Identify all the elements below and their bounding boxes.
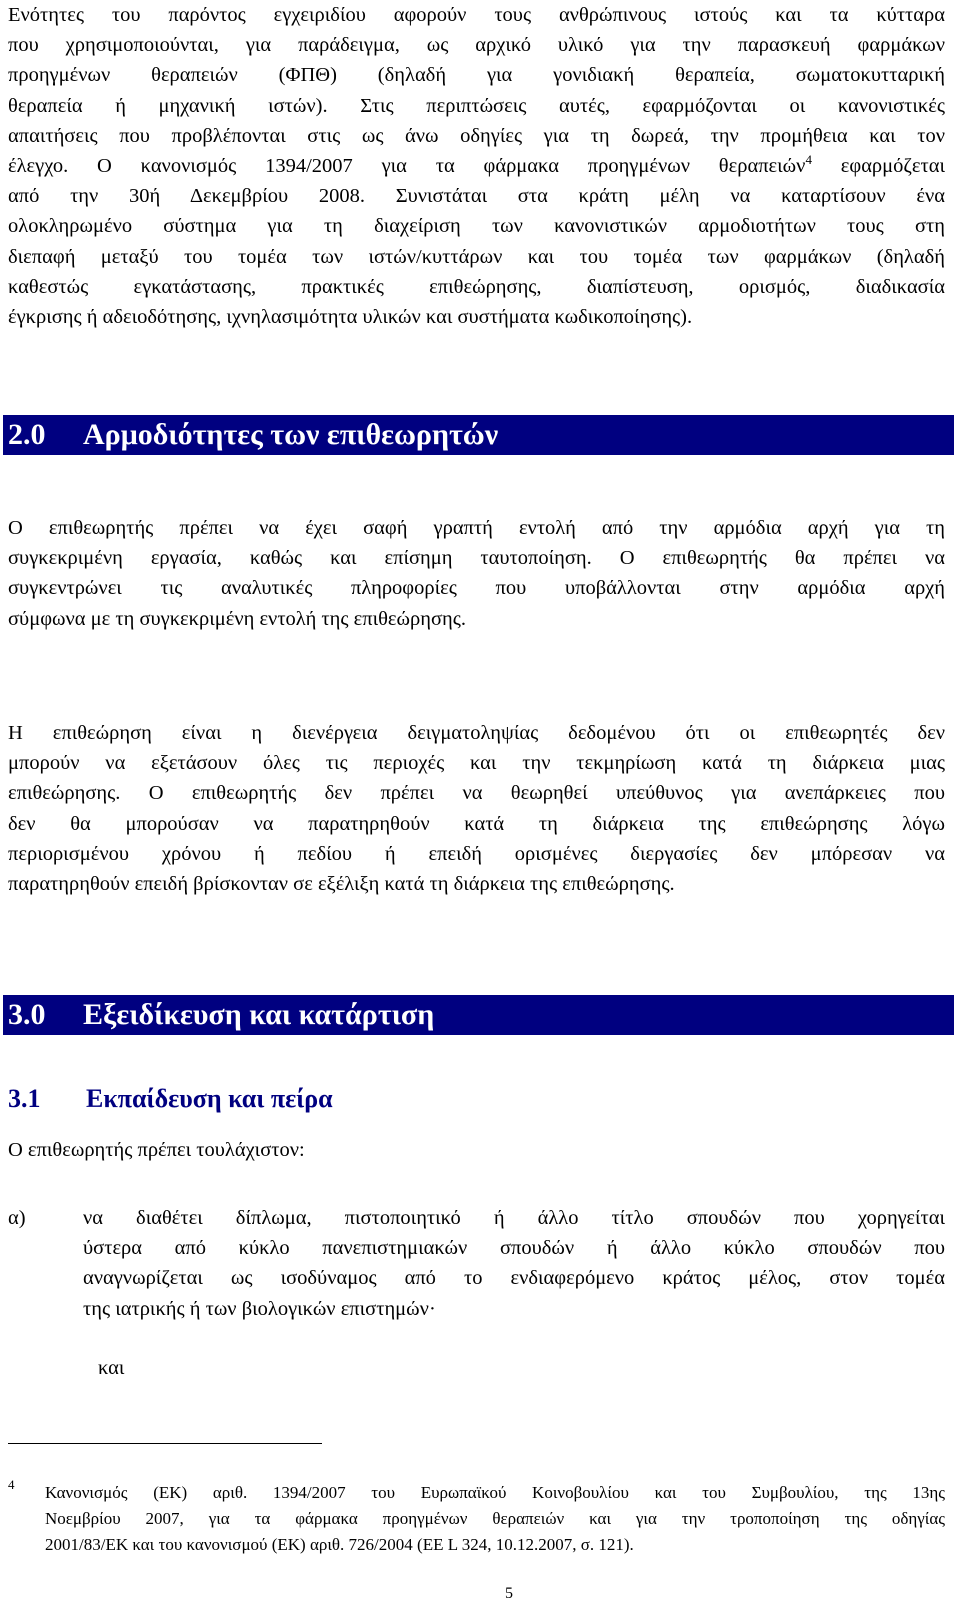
footnote-reference[interactable]: 4 (805, 152, 812, 168)
section-2-heading (3, 415, 954, 455)
paragraph-line: συγκεντρώνει τις αναλυτικές πληροφορίες που υποβάλλονται στην αρμόδια αρχή (8, 577, 945, 600)
list-item-line: της ιατρικής ή των βιολογικών επιστημών· (83, 1297, 436, 1320)
section-3-heading (3, 995, 954, 1035)
list-item-line: να διαθέτει δίπλωμα, πιστοποιητικό ή άλλο τίτλο σπουδών που χορηγείται (83, 1207, 945, 1229)
intro-line: καθεστώς εγκατάστασης, πρακτικές επιθεώρησης, διαπίστευση, ορισμός, διαδικασία (8, 275, 945, 298)
list-item-line: αναγνωρίζεται ως ισοδύναμος από το ενδιαφερόμενο κράτος μέλος, στον τομέα (83, 1267, 945, 1290)
footnote-line: 2001/83/ΕΚ και του κανονισμού (ΕΚ) αριθ. 726/2004 (ΕΕ L 324, 10.12.2007, σ. 121). (45, 1535, 634, 1554)
page-number: 5 (505, 1585, 513, 1602)
footnote-line: Νοεμβρίου 2007, για τα φάρμακα προηγμένων θεραπειών και για την τροποποίηση της οδηγίας (45, 1509, 945, 1528)
paragraph-line: επιθεώρησης. Ο επιθεωρητής δεν πρέπει να θεωρηθεί υπεύθυνος για ανεπάρκειες που (8, 782, 945, 805)
intro-line-with-footnote-ref (8, 151, 945, 181)
list-item-line: ύστερα από κύκλο πανεπιστημιακών σπουδών ή άλλο κύκλο σπουδών που (83, 1237, 945, 1260)
subsection-title: Εκπαίδευση και πείρα (86, 1084, 333, 1113)
intro-line: προηγμένων θεραπειών (ΦΠΘ) (δηλαδή για γονιδιακή θεραπεία, σωματοκυτταρική (8, 64, 945, 87)
section-number: 3.0 (8, 998, 46, 1031)
footnote-text (45, 1480, 945, 1558)
list-item-label: α) (8, 1207, 26, 1229)
footnote-separator (8, 1443, 322, 1444)
intro-line: που χρησιμοποιούνται, για παράδειγμα, ως αρχικό υλικό για την παρασκευή φαρμάκων (8, 34, 945, 57)
list-connector: και (98, 1357, 125, 1379)
section-title: Εξειδίκευση και κατάρτιση (83, 998, 435, 1031)
intro-line: ολοκληρωμένο σύστημα για τη διαχείριση των κανονιστικών αρμοδιοτήτων τους στη (8, 215, 945, 238)
intro-line: θεραπεία ή μηχανική ιστών). Στις περιπτώσεις αυτές, εφαρμόζονται οι κανονιστικές (8, 94, 945, 117)
paragraph-line: περιορισμένου χρόνου ή πεδίου ή επειδή ορισμένες διεργασίες δεν μπόρεσαν να (8, 842, 945, 865)
footnote-line: Κανονισμός (ΕΚ) αριθ. 1394/2007 του Ευρωπαϊκού Κοινοβουλίου και του Συμβουλίου, της 13ης (45, 1483, 945, 1502)
section-number: 2.0 (8, 418, 46, 451)
lead-in-text (8, 1135, 945, 1165)
paragraph-line: δεν θα μπορούσαν να παρατηρηθούν κατά τη διάρκεια της επιθεώρησης λόγω (8, 812, 945, 835)
paragraph-line: παρατηρηθούν επειδή βρίσκονταν σε εξέλιξη κατά τη διάρκεια της επιθεώρησης. (8, 873, 675, 896)
intro-paragraph (8, 0, 945, 332)
intro-line: απαιτήσεις που προβλέπονται στις ως άνω οδηγίες για τη δωρεά, την προμήθεια και τον (8, 124, 945, 147)
lead-in-line: Ο επιθεωρητής πρέπει τουλάχιστον: (8, 1139, 305, 1161)
paragraph-line: μπορούν να εξετάσουν όλες τις περιοχές και την τεκμηρίωση κατά τη διάρκεια μιας (8, 752, 945, 775)
intro-line: έγκρισης ή αδειοδότησης, ιχνηλασιμότητα υλικών και συστήματα κωδικοποίησης). (8, 306, 693, 329)
list-item-text (83, 1203, 945, 1324)
intro-line: διεπαφή μεταξύ του τομέα των ιστών/κυττάρων και του τομέα των φαρμάκων (δηλαδή (8, 245, 945, 268)
paragraph-line: Ο επιθεωρητής πρέπει να έχει σαφή γραπτή εντολή από την αρμόδια αρχή για τη (8, 517, 945, 539)
intro-line: Ενότητες του παρόντος εγχειριδίου αφορούν τους ανθρώπινους ιστούς και τα κύτταρα (8, 4, 945, 26)
paragraph-line: Η επιθεώρηση είναι η διενέργεια δειγματοληψίας δεδομένου ότι οι επιθεωρητές δεν (8, 722, 945, 744)
paragraph-line: σύμφωνα με τη συγκεκριμένη εντολή της επιθεώρησης. (8, 607, 466, 630)
subsection-number: 3.1 (8, 1084, 41, 1113)
section-2-paragraph-2 (8, 718, 945, 899)
intro-line-text: έλεγχο. Ο κανονισμός 1394/2007 για τα φάρμακα προηγμένων θεραπειών (8, 155, 806, 178)
section-2-paragraph-1 (8, 513, 945, 634)
intro-line-text: εφαρμόζεται (811, 155, 945, 178)
intro-line: από την 30ή Δεκεμβρίου 2008. Συνιστάται στα κράτη μέλη να καταρτίσουν ένα (8, 185, 945, 208)
footnote-number: 4 (8, 1477, 15, 1492)
paragraph-line: συγκεκριμένη εργασία, καθώς και επίσημη ταυτοποίηση. Ο επιθεωρητής θα πρέπει να (8, 547, 945, 570)
section-title: Αρμοδιότητες των επιθεωρητών (83, 418, 499, 451)
